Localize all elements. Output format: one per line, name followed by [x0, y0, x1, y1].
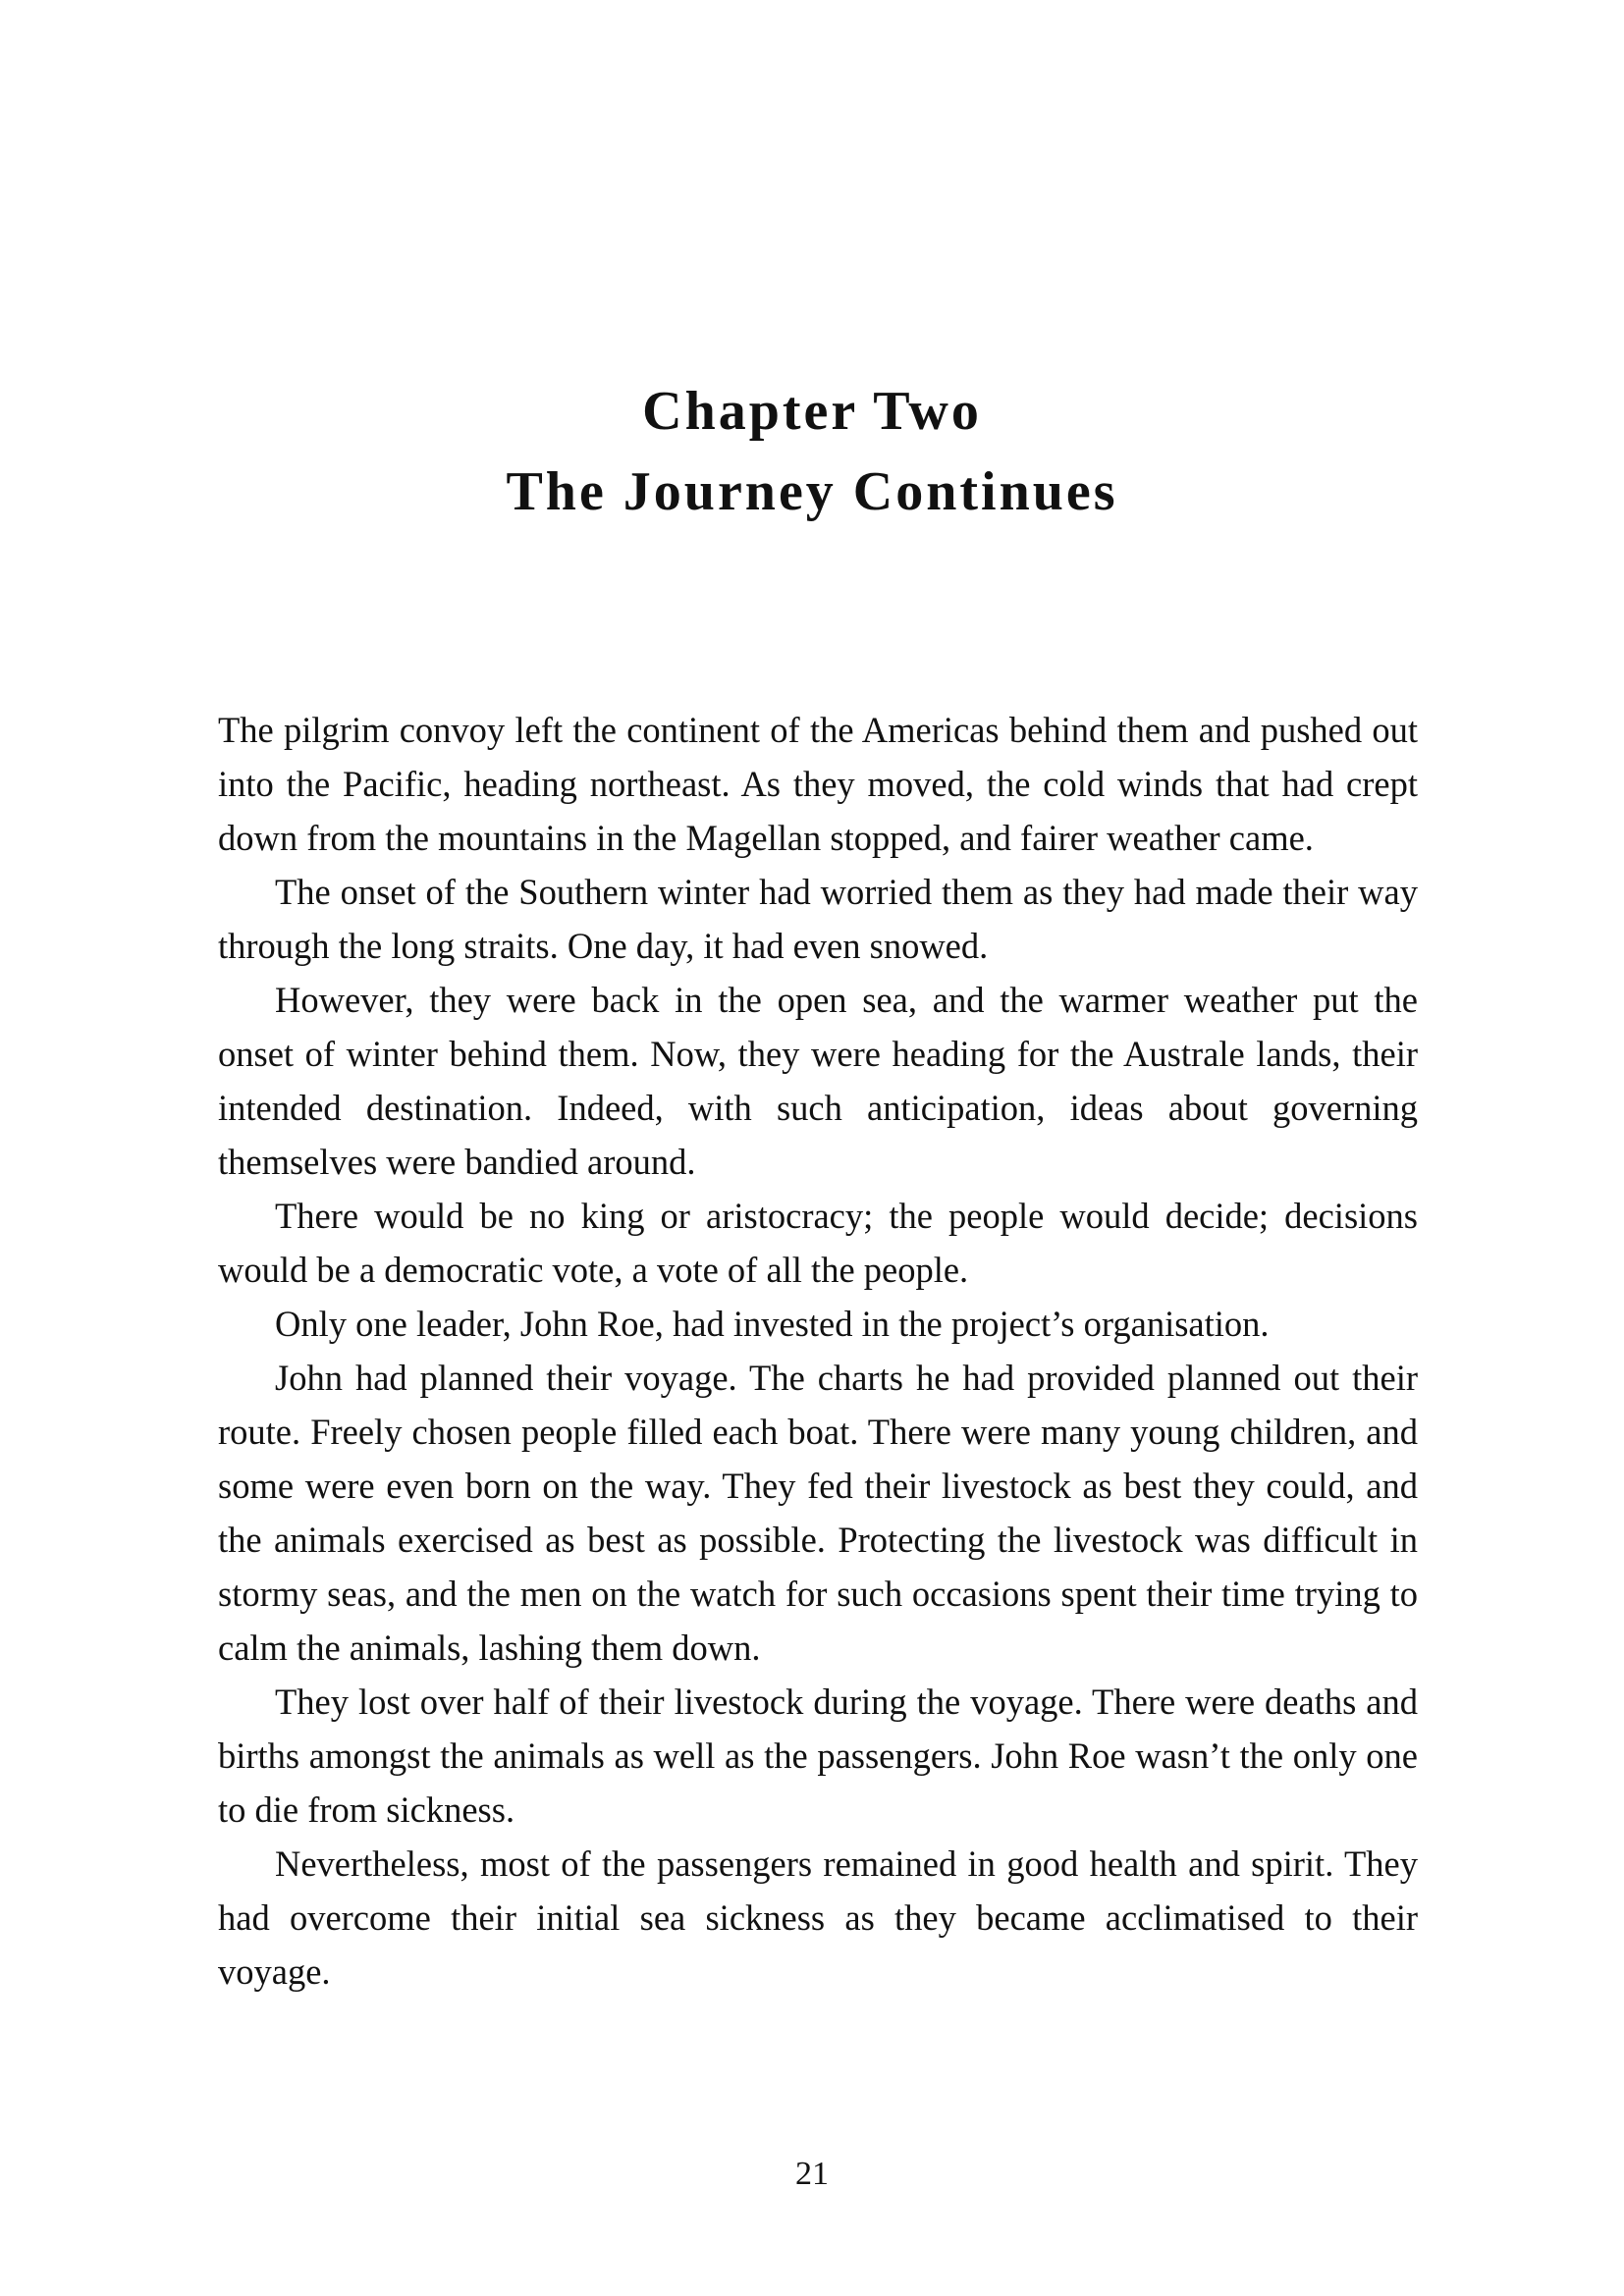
paragraph: Nevertheless, most of the passengers remained in good health and spirit. They had overcome their initial sea sickness as they became acclimatised to their voyage. [218, 1843, 1418, 1992]
chapter-body [218, 703, 1418, 1999]
paragraph: John had planned their voyage. The charts he had provided planned out their route. Freely chosen people filled each boat. There were many young children, and some were even born on the way. They fed their livestock as best they could, and the animals exercised as best as possible. Protecting the livestock was difficult in stormy seas, and the men on the watch for such occasions spent their time trying to calm the animals, lashing them down. [218, 1358, 1418, 1668]
paragraph: However, they were back in the open sea, and the warmer weather put the onset of winter behind them. Now, they were heading for the Australe lands, their intended destination. Indeed, with such anticipation, ideas about governing themselves were bandied around. [218, 980, 1418, 1182]
paragraph: There would be no king or aristocracy; the people would decide; decisions would be a democratic vote, a vote of all the people. [218, 1196, 1418, 1290]
paragraph: Only one leader, John Roe, had invested in the project’s organisation. [275, 1304, 1270, 1344]
paragraph: The pilgrim convoy left the continent of the Americas behind them and pushed out into the Pacific, heading northeast. As they moved, the cold winds that had crept down from the mountains in the Magellan stopped, and fairer weather came. [218, 710, 1418, 858]
page-number: 21 [795, 2156, 829, 2192]
paragraph: They lost over half of their livestock during the voyage. There were deaths and births amongst the animals as well as the passengers. John Roe wasn’t the only one to die from sickness. [218, 1682, 1418, 1830]
chapter-number: Chapter Two [642, 381, 982, 442]
chapter-title: The Journey Continues [506, 461, 1118, 522]
chapter-heading [0, 371, 1624, 532]
paragraph: The onset of the Southern winter had worried them as they had made their way through the long straits. One day, it had even snowed. [218, 872, 1418, 966]
